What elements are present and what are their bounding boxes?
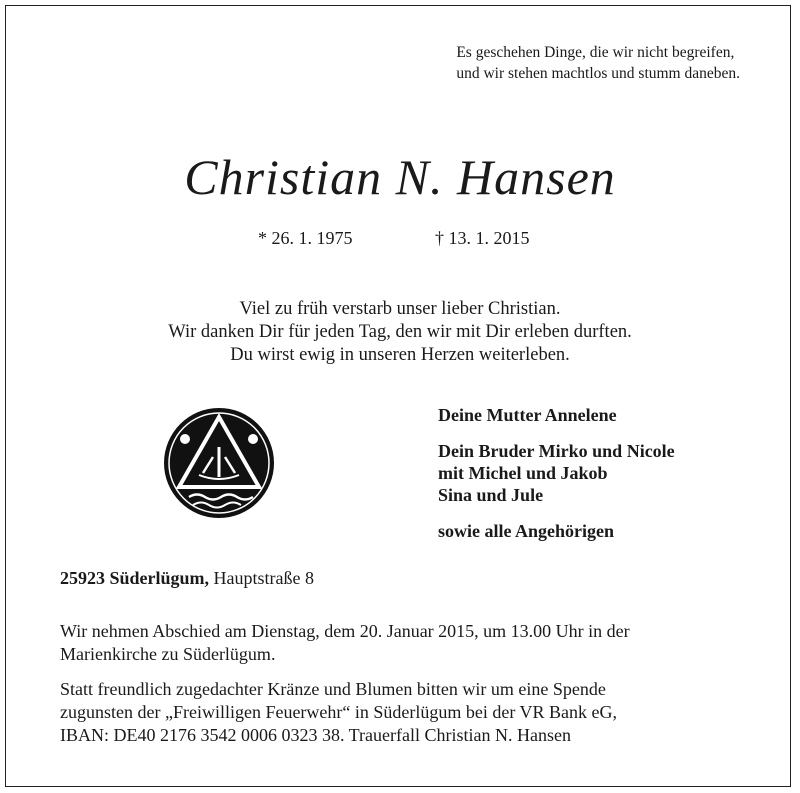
memorial-message	[0, 298, 800, 367]
fire-brigade-emblem-icon	[163, 407, 275, 519]
message-line: Viel zu früh verstarb unser lieber Christian.	[239, 299, 561, 319]
family-line: mit Michel und Jakob	[438, 463, 608, 483]
family-mother: Deine Mutter Annelene	[438, 405, 617, 425]
message-line: Du wirst ewig in unseren Herzen weiterleben.	[230, 345, 570, 365]
funeral-line: Marienkirche zu Süderlügum.	[60, 644, 276, 664]
donation-line: Statt freundlich zugedachter Kränze und Blumen bitten wir um eine Spende	[60, 679, 606, 699]
funeral-line: Wir nehmen Abschied am Dienstag, dem 20. Januar 2015, um 13.00 Uhr in der	[60, 621, 630, 641]
address-place: 25923 Süderlügum,	[60, 568, 210, 588]
motto	[456, 42, 740, 84]
address	[60, 568, 314, 589]
family-line: Dein Bruder Mirko und Nicole	[438, 441, 675, 461]
motto-line: Es geschehen Dinge, die wir nicht begreifen,	[456, 44, 735, 61]
notice-border	[5, 5, 791, 787]
family-others: sowie alle Angehörigen	[438, 521, 614, 541]
donation-info	[60, 678, 617, 747]
family-brother	[438, 440, 675, 506]
family-line: Sina und Jule	[438, 485, 544, 505]
birth-date: * 26. 1. 1975	[258, 228, 353, 248]
death-date: † 13. 1. 2015	[435, 228, 530, 248]
donation-line: IBAN: DE40 2176 3542 0006 0323 38. Trauerfall Christian N. Hansen	[60, 725, 571, 745]
deceased-name: Christian N. Hansen	[184, 149, 616, 205]
donation-line: zugunsten der „Freiwilligen Feuerwehr“ in Süderlügum bei der VR Bank eG,	[60, 702, 618, 722]
address-street: Hauptstraße 8	[213, 568, 314, 588]
funeral-info	[60, 620, 630, 666]
motto-line: und wir stehen machtlos und stumm daneben.	[456, 65, 740, 82]
message-line: Wir danken Dir für jeden Tag, den wir mit Dir erleben durften.	[168, 322, 632, 342]
